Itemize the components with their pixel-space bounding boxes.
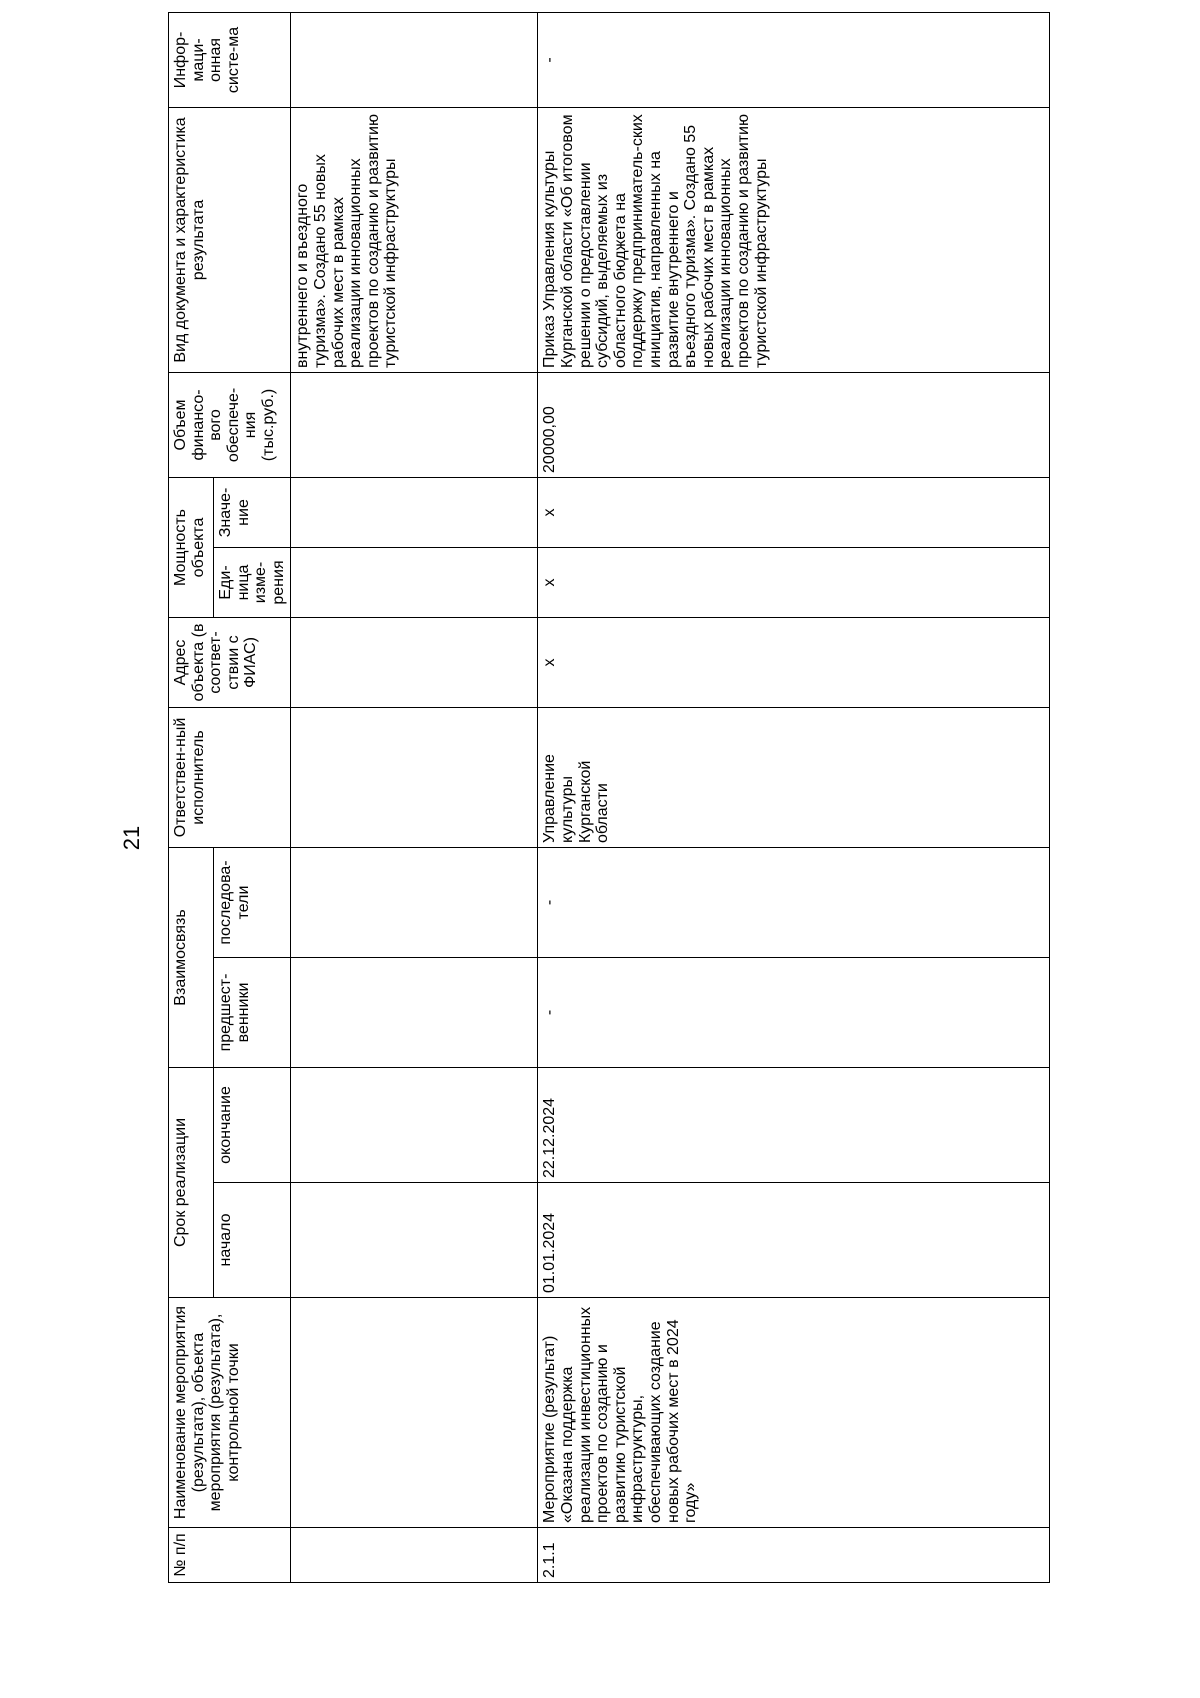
cell-succ-empty — [291, 847, 538, 957]
cell-successors: - — [538, 847, 1050, 957]
header-end: окончание — [214, 1067, 291, 1182]
cell-unit-empty — [291, 547, 538, 617]
header-address: Адрес объекта (в соответ-ствии с ФИАС) — [169, 617, 291, 707]
table-row — [538, 12, 1050, 1582]
header-unit: Еди-ница изме-рения — [214, 547, 291, 617]
header-responsible: Ответствен-ный исполнитель — [169, 707, 291, 847]
cell-doc: Приказ Управления культуры Курганской области «Об итоговом решении о предоставлении субсидий, выделяемых из областного бюджета на поддержку предприниматель-ских инициатив, направленных на развитие внутреннего и въездного туризма». Создано 55 новых рабочих мест в рамках реализации инновационных проектов по созданию и развитию туристской инфраструктуры — [538, 107, 1050, 372]
cell-info-system: - — [538, 12, 1050, 107]
header-link: Взаимосвязь — [169, 847, 214, 1067]
header-successors: последова-тели — [214, 847, 291, 957]
cell-address: х — [538, 617, 1050, 707]
cell-funding: 20000,00 — [538, 372, 1050, 477]
cell-start: 01.01.2024 — [538, 1183, 1050, 1298]
cell-value: х — [538, 477, 1050, 547]
cell-fin-empty — [291, 372, 538, 477]
table-row-continuation — [291, 12, 538, 1582]
cell-name-empty — [291, 1298, 538, 1528]
header-name: Наименование мероприятия (результата), объекта мероприятия (результата), контрольной точки — [169, 1298, 291, 1528]
header-start: начало — [214, 1183, 291, 1298]
cell-name: Мероприятие (результат) «Оказана поддержка реализации инвестиционных проектов по созданию и развитию туристской инфраструктуры, обеспечивающих создание новых рабочих мест в 2024 году» — [538, 1298, 1050, 1528]
cell-unit: х — [538, 547, 1050, 617]
cell-num-empty — [291, 1528, 538, 1583]
cell-addr-empty — [291, 617, 538, 707]
header-period: Срок реализации — [169, 1067, 214, 1297]
header-num: № п/п — [169, 1528, 291, 1583]
cell-val-empty — [291, 477, 538, 547]
cell-responsible: Управление культуры Курганской области — [538, 707, 1050, 847]
cell-resp-empty — [291, 707, 538, 847]
header-info-system: Инфор-маци-онная систе-ма — [169, 12, 291, 107]
cell-num: 2.1.1 — [538, 1528, 1050, 1583]
header-capacity: Мощность объекта — [169, 477, 214, 617]
header-predecessors: предшест-венники — [214, 957, 291, 1067]
header-funding: Объем финансо-вого обеспече-ния (тыс.руб.) — [169, 372, 291, 477]
cell-end-empty — [291, 1067, 538, 1182]
cell-doc-continuation: внутреннего и въездного туризма». Создано 55 новых рабочих мест в рамках реализации инновационных проектов по созданию и развитию туристской инфраструктуры — [291, 107, 538, 372]
plan-table — [168, 12, 1050, 1583]
table-header — [169, 12, 291, 1582]
cell-predecessors: - — [538, 957, 1050, 1067]
page-number: 21 — [119, 825, 144, 851]
plan-table-container — [168, 13, 1068, 1583]
cell-start-empty — [291, 1183, 538, 1298]
cell-info-empty — [291, 12, 538, 107]
cell-pred-empty — [291, 957, 538, 1067]
cell-end: 22.12.2024 — [538, 1067, 1050, 1182]
header-doc: Вид документа и характеристика результата — [169, 107, 291, 372]
header-value: Значе-ние — [214, 477, 291, 547]
